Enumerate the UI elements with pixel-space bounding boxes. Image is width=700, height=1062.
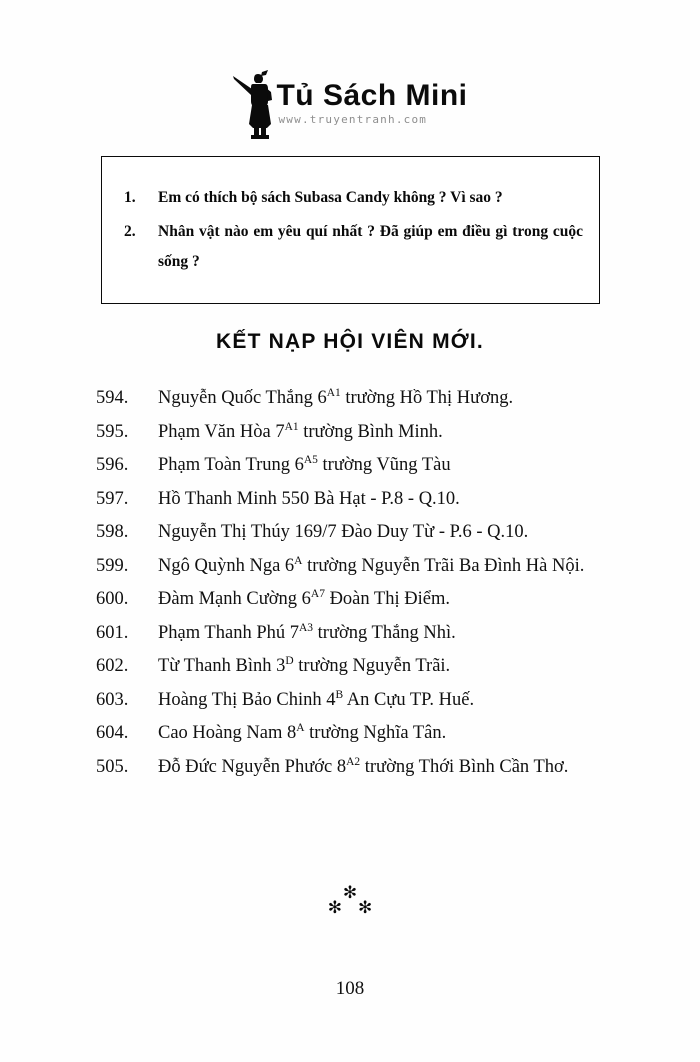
- member-detail: [158, 751, 656, 785]
- member-list: [96, 382, 656, 784]
- member-number: 604.: [96, 723, 129, 743]
- member-school: trường Nguyễn Trãi Ba Đình Hà Nội.: [302, 555, 585, 576]
- question-number: 1.: [124, 189, 136, 206]
- member-grade: 8: [336, 756, 347, 777]
- member-number: 595.: [96, 421, 129, 442]
- member-row: [96, 650, 656, 684]
- member-name: Ngô Quỳnh Nga: [158, 555, 281, 576]
- logo-text-block: [276, 68, 467, 127]
- member-class: B: [335, 688, 344, 701]
- question-number: 2.: [124, 223, 136, 240]
- member-detail: [158, 382, 656, 416]
- member-name: Nguyễn Quốc Thắng: [158, 388, 313, 408]
- member-row: [96, 483, 656, 517]
- samurai-silhouette-icon: [232, 70, 278, 142]
- member-row: [96, 516, 656, 550]
- member-grade: 3: [276, 656, 286, 676]
- member-class: A1: [326, 386, 341, 399]
- page-number: 108: [335, 978, 365, 999]
- section-heading: KẾT NẠP HỘI VIÊN MỚI.: [216, 330, 484, 353]
- member-class: A1: [284, 420, 299, 433]
- member-row: [96, 382, 656, 416]
- member-grade: 6: [301, 589, 311, 609]
- member-number: 596.: [96, 455, 129, 475]
- member-name: Đàm Mạnh Cường: [158, 589, 298, 609]
- member-row: [96, 684, 656, 718]
- member-class: D: [285, 654, 294, 667]
- question-item: [124, 217, 583, 277]
- member-school: An Cựu TP. Huế.: [343, 689, 475, 710]
- member-row: [96, 416, 656, 450]
- member-detail: [158, 583, 656, 617]
- member-detail: [158, 717, 656, 751]
- question-box: [101, 156, 600, 304]
- member-name: Nguyễn Thị Thúy 169/7 Đào Duy Từ - P.6 - Q.10.: [158, 522, 529, 542]
- member-grade: 6: [294, 455, 304, 475]
- member-name: Phạm Thanh Phú: [158, 622, 286, 643]
- logo: [232, 68, 467, 142]
- member-detail: [158, 650, 656, 684]
- member-detail: [158, 483, 656, 517]
- member-name: Phạm Toàn Trung: [158, 455, 291, 475]
- member-number: 594.: [96, 388, 129, 408]
- logo-title: Tủ Sách Mini: [276, 79, 468, 112]
- member-row: [96, 583, 656, 617]
- member-number: 601.: [96, 622, 129, 643]
- member-school: trường Thới Bình Cần Thơ.: [360, 756, 569, 777]
- member-row: [96, 550, 656, 584]
- member-name: Phạm Văn Hòa: [158, 421, 271, 442]
- member-school: trường Nguyễn Trãi.: [293, 656, 451, 676]
- member-class: A5: [303, 453, 318, 466]
- member-school: trường Bình Minh.: [298, 421, 443, 442]
- member-class: A7: [310, 587, 325, 600]
- member-detail: [158, 516, 656, 550]
- ornament-star-top: ✻: [342, 883, 358, 902]
- member-number: 598.: [96, 522, 129, 542]
- member-number: 599.: [96, 555, 129, 576]
- member-grade: 4: [326, 689, 336, 710]
- member-name: Hoàng Thị Bảo Chinh: [158, 689, 322, 710]
- masthead: [0, 68, 700, 146]
- question-item: [124, 183, 583, 213]
- member-name: Từ Thanh Bình: [158, 656, 272, 676]
- member-school: trường Nghĩa Tân.: [304, 723, 447, 743]
- member-school: Đoàn Thị Điểm.: [324, 589, 450, 609]
- member-row: [96, 751, 656, 785]
- member-row: [96, 717, 656, 751]
- member-number: 505.: [96, 756, 129, 777]
- member-grade: 7: [289, 622, 299, 643]
- member-name: Hồ Thanh Minh 550 Bà Hạt - P.8 - Q.10.: [158, 488, 460, 509]
- member-name: Cao Hoàng Nam: [158, 723, 283, 743]
- member-detail: [158, 550, 656, 584]
- member-school: trường Hồ Thị Hương.: [340, 388, 514, 408]
- member-detail: [158, 416, 656, 450]
- member-row: [96, 617, 656, 651]
- ornament-star-row: ✻✻: [327, 898, 389, 917]
- member-number: 603.: [96, 689, 129, 710]
- member-class: A: [296, 721, 305, 734]
- member-number: 600.: [96, 589, 129, 609]
- question-text: Nhân vật nào em yêu quí nhất ? Đã giúp em điều gì trong cuộc sống ?: [158, 223, 583, 270]
- member-grade: 7: [275, 421, 285, 442]
- member-school: trường Vũng Tàu: [317, 455, 451, 475]
- question-list: [102, 157, 599, 277]
- member-name: Đỗ Đức Nguyễn Phước: [158, 756, 333, 777]
- asterisk-ornament: [0, 884, 700, 916]
- member-class: A2: [346, 755, 361, 768]
- question-text: Em có thích bộ sách Subasa Candy không ? Vì sao ?: [158, 189, 503, 206]
- member-school: trường Thắng Nhì.: [313, 622, 456, 643]
- logo-url: www.truyentranh.com: [278, 113, 428, 126]
- member-detail: [158, 617, 656, 651]
- member-number: 597.: [96, 488, 129, 509]
- member-class: A3: [298, 621, 314, 634]
- member-detail: [158, 449, 656, 483]
- member-class: A: [294, 554, 303, 567]
- member-grade: 6: [317, 388, 327, 408]
- member-number: 602.: [96, 656, 129, 676]
- member-grade: 6: [284, 555, 295, 576]
- member-row: [96, 449, 656, 483]
- member-detail: [158, 684, 656, 718]
- member-grade: 8: [286, 723, 297, 743]
